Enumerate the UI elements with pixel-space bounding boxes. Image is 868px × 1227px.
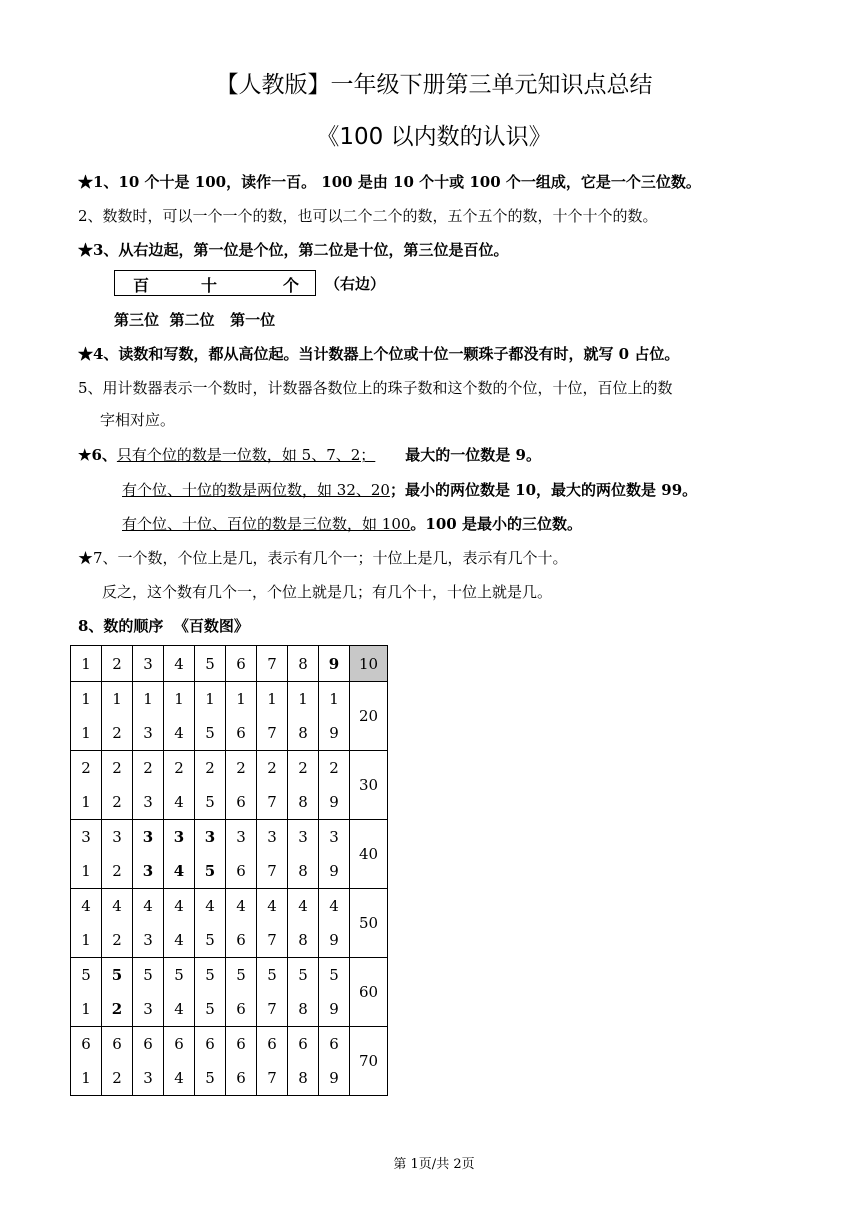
one-digit-definition: 只有个位的数是一位数，如 5、7、2； [116,446,376,464]
tens-digit: 4 [236,897,246,915]
chart-cell: 3 [133,646,164,682]
chart-cell-tens-end: 40 [350,820,388,889]
ones-digit: 1 [81,1069,91,1087]
chart-cell [257,682,288,751]
ones-digit: 1 [81,793,91,811]
point-5-line-2: 字相对应。 [100,411,176,429]
smallest-three-digit: 。100 是最小的三位数。 [410,515,582,533]
chart-cell [133,682,164,751]
ones-digit: 9 [329,793,339,811]
tens-digit: 4 [298,897,308,915]
position-labels: 第三位 第二位 第一位 [114,311,276,329]
chart-cell-tens-end: 70 [350,1027,388,1096]
three-digit-definition: 有个位、十位、百位的数是三位数，如 100 [122,515,411,533]
point-8: 8、数的顺序 《百数图》 [78,617,249,635]
ones-digit: 2 [112,862,122,880]
tens-digit: 2 [174,759,184,777]
chart-cell: 10 [350,646,388,682]
ones-digit: 7 [267,1000,277,1018]
chart-cell [319,820,350,889]
ones-digit: 8 [298,793,308,811]
right-side-note: （右边） [325,275,386,293]
chart-cell [102,820,133,889]
chart-cell [226,682,257,751]
tens-digit: 6 [236,1035,246,1053]
ones-digit: 9 [329,1000,339,1018]
two-digit-range: ；最小的两位数是 10，最大的两位数是 99。 [389,481,698,499]
ones-digit: 6 [236,1069,246,1087]
ones-digit: 7 [267,862,277,880]
point-6-marker: ★6、 [78,446,117,464]
ones-digit: 9 [329,724,339,742]
ones-digit: 6 [236,931,246,949]
ones-digit: 5 [205,724,215,742]
point-6-line-3 [122,514,582,534]
ones-digit: 1 [81,931,91,949]
chart-cell [164,682,195,751]
page-subtitle: 《100 以内数的认识》 [316,124,552,150]
chart-cell [164,820,195,889]
chart-cell [257,889,288,958]
tens-digit: 5 [205,966,215,984]
chart-cell [133,820,164,889]
tens-digit: 5 [174,966,184,984]
tens-digit: 4 [329,897,339,915]
chart-cell [164,958,195,1027]
point-1: ★1、10 个十是 100，读作一百。 100 是由 10 个十或 100 个一组成，它是一个三位数。 [78,173,701,191]
tens-digit: 1 [267,690,277,708]
ones-digit: 1 [81,1000,91,1018]
chart-cell [102,682,133,751]
chart-cell [71,1027,102,1096]
chart-cell [195,889,226,958]
ones-digit: 7 [267,1069,277,1087]
chart-cell: 8 [288,646,319,682]
chart-cell [226,1027,257,1096]
ones-digit: 5 [205,1069,215,1087]
tens-digit: 2 [112,759,122,777]
tens-digit: 2 [205,759,215,777]
ones-digit: 2 [112,931,122,949]
ones-digit: 4 [174,931,184,949]
ones-digit: 9 [329,862,339,880]
chart-cell: 6 [226,646,257,682]
point-6-line-1 [78,445,541,465]
ones-digit: 3 [143,793,153,811]
chart-cell [133,958,164,1027]
tens-digit: 4 [112,897,122,915]
chart-cell [257,751,288,820]
chart-cell-tens-end: 60 [350,958,388,1027]
chart-cell: 7 [257,646,288,682]
two-digit-definition: 有个位、十位的数是两位数，如 32、20 [122,481,390,499]
tens-digit: 1 [298,690,308,708]
ones-digit: 3 [143,1069,153,1087]
point-4: ★4、读数和写数，都从高位起。当计数器上个位或十位一颗珠子都没有时，就写 0 占位。 [78,345,680,363]
tens-digit: 3 [329,828,339,846]
chart-cell [257,958,288,1027]
ones-digit: 5 [205,793,215,811]
chart-cell-tens-end: 30 [350,751,388,820]
chart-cell [226,958,257,1027]
chart-cell [71,820,102,889]
hundred-chart [70,645,388,1096]
tens-digit: 1 [205,690,215,708]
tens-digit: 3 [236,828,246,846]
ones-digit: 7 [267,793,277,811]
chart-cell [195,1027,226,1096]
page-footer: 第 1页/共 2页 [393,1157,475,1172]
point-3: ★3、从右边起，第一位是个位，第二位是十位，第三位是百位。 [78,241,509,259]
ones-digit: 6 [236,724,246,742]
tens-digit: 3 [173,828,185,846]
chart-cell [195,682,226,751]
chart-cell [71,958,102,1027]
ones-digit: 2 [112,1069,122,1087]
ones-digit: 3 [143,724,153,742]
ones-digit: 7 [267,724,277,742]
tens-digit: 3 [204,828,216,846]
ones-digit: 7 [267,931,277,949]
point-7-line-1: ★7、一个数，个位上是几，表示有几个一；十位上是几，表示有几个十。 [78,549,568,567]
tens-digit: 6 [143,1035,153,1053]
chart-cell-tens-end: 20 [350,682,388,751]
chart-cell [288,682,319,751]
tens-digit: 6 [81,1035,91,1053]
tens-digit: 1 [236,690,246,708]
ones-digit: 8 [298,724,308,742]
chart-cell [164,751,195,820]
ones-digit: 4 [174,724,184,742]
ones-digit: 5 [204,862,216,880]
chart-cell: 1 [71,646,102,682]
chart-cell [71,682,102,751]
tens-digit: 2 [81,759,91,777]
tens-digit: 2 [267,759,277,777]
ones-digit: 9 [329,1069,339,1087]
tens-digit: 6 [267,1035,277,1053]
ones-digit: 2 [111,1000,123,1018]
ones-digit: 8 [298,862,308,880]
tens-digit: 5 [111,966,123,984]
tens-digit: 6 [174,1035,184,1053]
ones-digit: 5 [205,931,215,949]
tens-digit: 5 [143,966,153,984]
tens-digit: 3 [142,828,154,846]
ones-digit: 1 [81,862,91,880]
tens-digit: 5 [236,966,246,984]
tens-digit: 4 [267,897,277,915]
tens-digit: 1 [81,690,91,708]
ones-label: 个 [283,276,300,295]
tens-digit: 1 [329,690,339,708]
tens-digit: 4 [205,897,215,915]
chart-cell [102,958,133,1027]
ones-digit: 4 [174,1000,184,1018]
chart-cell [319,1027,350,1096]
ones-digit: 4 [173,862,185,880]
ones-digit: 8 [298,1069,308,1087]
chart-cell [257,1027,288,1096]
point-6-line-2 [122,480,697,500]
tens-digit: 1 [143,690,153,708]
ones-digit: 6 [236,1000,246,1018]
chart-cell [226,751,257,820]
tens-digit: 6 [329,1035,339,1053]
tens-digit: 5 [267,966,277,984]
ones-digit: 3 [143,1000,153,1018]
chart-cell [133,1027,164,1096]
tens-digit: 1 [174,690,184,708]
chart-cell [288,958,319,1027]
chart-cell [102,889,133,958]
ones-digit: 6 [236,862,246,880]
chart-cell: 4 [164,646,195,682]
chart-cell [288,751,319,820]
tens-digit: 6 [205,1035,215,1053]
ones-digit: 3 [142,862,154,880]
ones-digit: 8 [298,931,308,949]
tens-label: 十 [201,276,218,295]
chart-cell: 2 [102,646,133,682]
tens-digit: 5 [81,966,91,984]
chart-cell [133,889,164,958]
tens-digit: 2 [298,759,308,777]
chart-cell [226,889,257,958]
chart-cell [133,751,164,820]
chart-cell [257,820,288,889]
largest-one-digit: 最大的一位数是 9。 [405,446,541,464]
ones-digit: 1 [81,724,91,742]
ones-digit: 4 [174,793,184,811]
tens-digit: 3 [112,828,122,846]
chart-cell [164,1027,195,1096]
chart-cell [195,820,226,889]
place-value-box [114,270,316,296]
chart-cell [319,751,350,820]
chart-cell [226,820,257,889]
page-title: 【人教版】一年级下册第三单元知识点总结 [215,72,653,98]
chart-cell: 5 [195,646,226,682]
chart-cell [288,889,319,958]
chart-cell [102,1027,133,1096]
point-7-line-2: 反之，这个数有几个一，个位上就是几；有几个十，十位上就是几。 [102,583,553,601]
tens-digit: 2 [329,759,339,777]
chart-cell [102,751,133,820]
chart-cell-tens-end: 50 [350,889,388,958]
chart-cell [288,1027,319,1096]
chart-cell: 9 [319,646,350,682]
chart-cell [164,889,195,958]
tens-digit: 3 [267,828,277,846]
ones-digit: 2 [112,793,122,811]
tens-digit: 1 [112,690,122,708]
point-5-line-1: 5、用计数器表示一个数时，计数器各数位上的珠子数和这个数的个位，十位，百位上的数 [78,379,673,397]
chart-cell [319,682,350,751]
chart-cell [288,820,319,889]
tens-digit: 2 [236,759,246,777]
tens-digit: 4 [143,897,153,915]
point-2: 2、数数时，可以一个一个的数，也可以二个二个的数，五个五个的数，十个十个的数。 [78,207,658,225]
tens-digit: 6 [298,1035,308,1053]
ones-digit: 8 [298,1000,308,1018]
tens-digit: 4 [81,897,91,915]
ones-digit: 5 [205,1000,215,1018]
chart-cell [71,751,102,820]
tens-digit: 3 [298,828,308,846]
tens-digit: 4 [174,897,184,915]
chart-cell [195,751,226,820]
chart-cell [71,889,102,958]
ones-digit: 2 [112,724,122,742]
hundreds-label: 百 [133,276,150,295]
tens-digit: 5 [298,966,308,984]
tens-digit: 6 [112,1035,122,1053]
tens-digit: 3 [81,828,91,846]
ones-digit: 9 [329,931,339,949]
ones-digit: 4 [174,1069,184,1087]
chart-cell [195,958,226,1027]
tens-digit: 5 [329,966,339,984]
chart-cell [319,889,350,958]
ones-digit: 6 [236,793,246,811]
tens-digit: 2 [143,759,153,777]
ones-digit: 3 [143,931,153,949]
chart-cell [319,958,350,1027]
